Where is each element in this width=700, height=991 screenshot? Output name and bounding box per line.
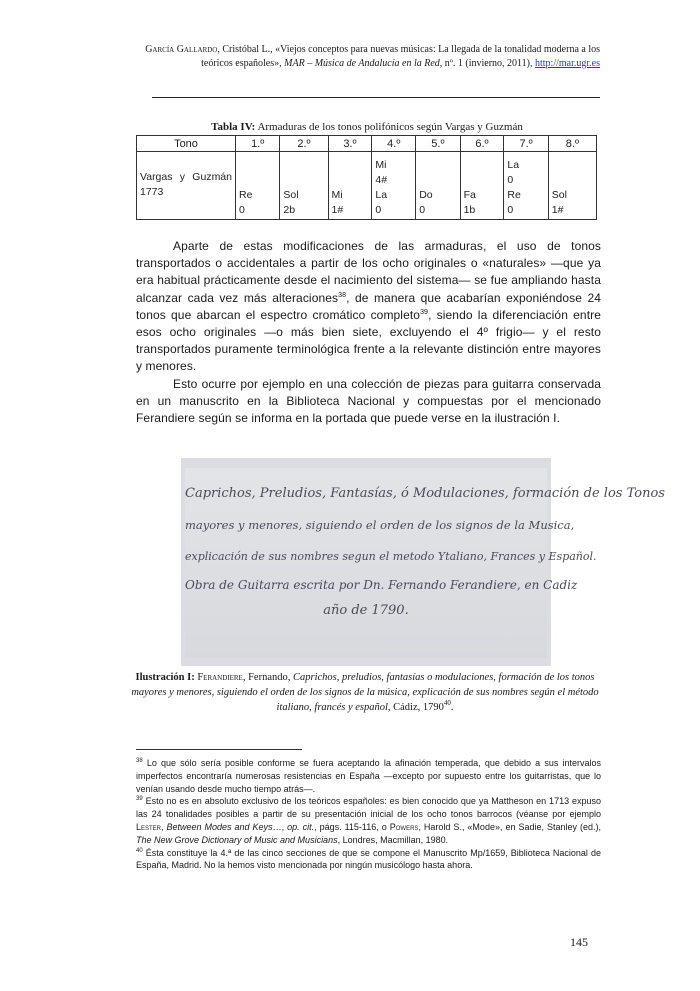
table-cell xyxy=(416,152,460,220)
footnote-text: …, xyxy=(272,821,288,832)
footnote-text: , págs. 115-116, o xyxy=(314,821,390,832)
table-caption-text: Armaduras de los tonos polifónicos según Vargas y Guzmán xyxy=(255,121,523,133)
cell-line: La xyxy=(375,189,388,201)
table-header-cell: 3.º xyxy=(328,136,372,152)
table-header-cell: 8.º xyxy=(548,136,596,152)
cell-line: Re xyxy=(507,189,521,201)
cell-line: Sol xyxy=(551,189,567,201)
table-cell xyxy=(504,152,548,220)
illustration-caption-label: Ilustración I: xyxy=(135,672,195,683)
text-run: , siendo la diferenciación entre esos ocho originales —o más bien siete, excluyendo el 4º frigio— y el resto transportados puramente terminológica frente a la relevante distinción entre mayores y menores. xyxy=(136,307,601,374)
cell-line: 0 xyxy=(419,204,426,216)
footnote-number: 40 xyxy=(136,847,143,854)
header-journal: MAR – Música de Andalucía en la Red xyxy=(284,57,440,69)
table-cell xyxy=(548,152,596,220)
header-rule xyxy=(152,97,600,98)
manuscript-illustration xyxy=(181,458,665,666)
footnote-38 xyxy=(136,757,601,795)
text-run: , de manera que acabarían exponiéndose 24 tonos que abarcan el espectro cromático completo xyxy=(136,290,601,322)
cell-line: Mi xyxy=(375,159,387,171)
cell-line: Mi xyxy=(331,189,343,201)
cell-line: 4# xyxy=(375,174,388,186)
manuscript-line: explicación de sus nombres segun el metodo Ytaliano, Frances y Español. xyxy=(185,550,597,563)
footnote-author: Lester xyxy=(136,821,162,832)
table-cell xyxy=(280,152,328,220)
table-row xyxy=(137,152,597,220)
cell-line: Do xyxy=(419,189,433,201)
manuscript-line: año de 1790. xyxy=(323,603,409,618)
table-header-cell: 6.º xyxy=(460,136,504,152)
tonos-table xyxy=(136,135,597,220)
caption-title: Caprichos, preludios, fantasías o modulaciones, formación de los tonos mayores y menores, siguiendo el orden de los signos de la música, explicación de sus nombres según el método italiano, francés y español xyxy=(131,672,599,713)
header-author-surname: García Gallardo xyxy=(145,44,218,55)
footnote-ref[interactable]: 39 xyxy=(420,308,429,316)
table-header-row xyxy=(137,136,597,152)
cell-line: 1# xyxy=(551,204,564,216)
footnotes xyxy=(136,757,601,872)
text-run: , Cádiz, 1790 xyxy=(387,702,444,713)
running-header xyxy=(120,43,600,70)
footnote-title: The New Grove Dictionary of Music and Musicians xyxy=(136,834,338,845)
table-header-cell: 2.º xyxy=(280,136,328,152)
cell-line: La xyxy=(507,159,520,171)
header-issue: , nº. 1 (invierno, 2011), xyxy=(439,57,535,69)
cell-line: 0 xyxy=(507,204,514,216)
caption-author: Ferandiere xyxy=(197,672,243,683)
footnote-ref[interactable]: 38 xyxy=(338,291,347,299)
footnote-author: Powers xyxy=(389,821,419,832)
footnote-text: , xyxy=(161,821,167,832)
cell-line: 0 xyxy=(239,204,245,216)
table-cell xyxy=(460,152,504,220)
header-article-title: , «Viejos conceptos para nuevas músicas: La llegada de la tonalidad moderna a los teóricos españoles», xyxy=(201,44,600,69)
cell-line: 0 xyxy=(375,204,382,216)
body-text xyxy=(136,238,601,427)
table-header-cell: 7.º xyxy=(504,136,548,152)
table-caption xyxy=(137,121,597,134)
table-header-cell: Tono xyxy=(137,136,236,152)
footnote-text: Ésta constituye la 4.ª de las cinco secciones de que se compone el Manuscrito Mp/1659, Biblioteca Nacional de España, Madrid. No la hemos visto mencionada por ningún musicólogo hasta ahora. xyxy=(136,847,601,871)
cell-line: 1# xyxy=(331,204,344,216)
cell-line: Fa xyxy=(463,189,476,201)
footnote-text: Lo que sólo sería posible conforme se fuera aceptando la afinación temperada, que debido a sus intervalos imperfectos encontraría numerosas resistencias en España —excepto por supuesto entre los guitarristas, que lo venían usando desde mucho tiempo atrás—. xyxy=(136,758,601,794)
table-header-cell: 5.º xyxy=(416,136,460,152)
paragraph xyxy=(136,238,601,376)
footnote-text: , Londres, Macmillan, 1980. xyxy=(337,834,449,845)
manuscript-line: Obra de Guitarra escrita por Dn. Fernando Ferandiere, en Cadiz xyxy=(185,578,578,592)
manuscript-paper xyxy=(185,468,665,658)
footnote-title: Between Modes and Keys xyxy=(166,821,273,832)
footnote-number: 39 xyxy=(136,796,143,803)
footnote-text: , Harold S., «Mode», en Sadie, Stanley (ed.), xyxy=(418,821,601,832)
header-url-link[interactable]: http://mar.ugr.es xyxy=(535,57,600,69)
footnote-39 xyxy=(136,795,601,846)
footnote-number: 38 xyxy=(136,758,143,764)
cell-line: 0 xyxy=(507,174,514,186)
manuscript-line: mayores y menores, siguiendo el orden de los signos de la Musica, xyxy=(185,518,575,532)
table-cell xyxy=(236,152,280,220)
footnote-40 xyxy=(136,847,601,873)
illustration-caption xyxy=(130,670,600,715)
cell-line: Sol xyxy=(283,189,299,201)
table-cell xyxy=(328,152,372,220)
cell-line: Re xyxy=(239,189,253,201)
footnote-text: Esto no es en absoluto exclusivo de los teóricos españoles: es bien conocido que ya Mattheson en 1713 expuso las 24 tonalidades posibles a partir de su presentación inicial de los ocho tonos barrocos (véanse por ejemplo xyxy=(136,796,601,820)
table-header-cell: 1.º xyxy=(236,136,280,152)
table-caption-label: Tabla IV: xyxy=(211,121,256,133)
footnote-ref[interactable]: 40 xyxy=(443,699,451,707)
text-run: . xyxy=(450,702,454,713)
header-author-given: , Cristóbal L. xyxy=(217,44,271,55)
cell-line: 2b xyxy=(283,204,296,216)
page-number: 145 xyxy=(570,935,588,949)
table-header-cell: 4.º xyxy=(372,136,416,152)
table-row-label: Vargas y Guzmán 1773 xyxy=(137,152,236,220)
footnote-opcit: op. cit. xyxy=(287,821,315,832)
footnote-rule xyxy=(136,749,302,750)
text-run: Aparte de estas modificaciones de las armaduras, el uso de tonos transportados o accidentales a partir de los ocho originales o «naturales» —que ya era habitual prácticamente desde el nacimiento del sistema— se fue ampliando hasta alcanzar cada vez más alteraciones xyxy=(136,239,601,305)
table-cell xyxy=(372,152,416,220)
manuscript-line: Caprichos, Preludios, Fantasías, ó Modulaciones, formación de los Tonos xyxy=(185,486,665,501)
cell-line: 1b xyxy=(463,204,476,216)
text-run: , Fernando, xyxy=(242,672,294,683)
paragraph: Esto ocurre por ejemplo en una colección de piezas para guitarra conservada en un manuscrito en la Biblioteca Nacional y compuestas por el mencionado Ferandiere según se informa en la portada que puede verse en la ilustración I. xyxy=(136,376,601,426)
